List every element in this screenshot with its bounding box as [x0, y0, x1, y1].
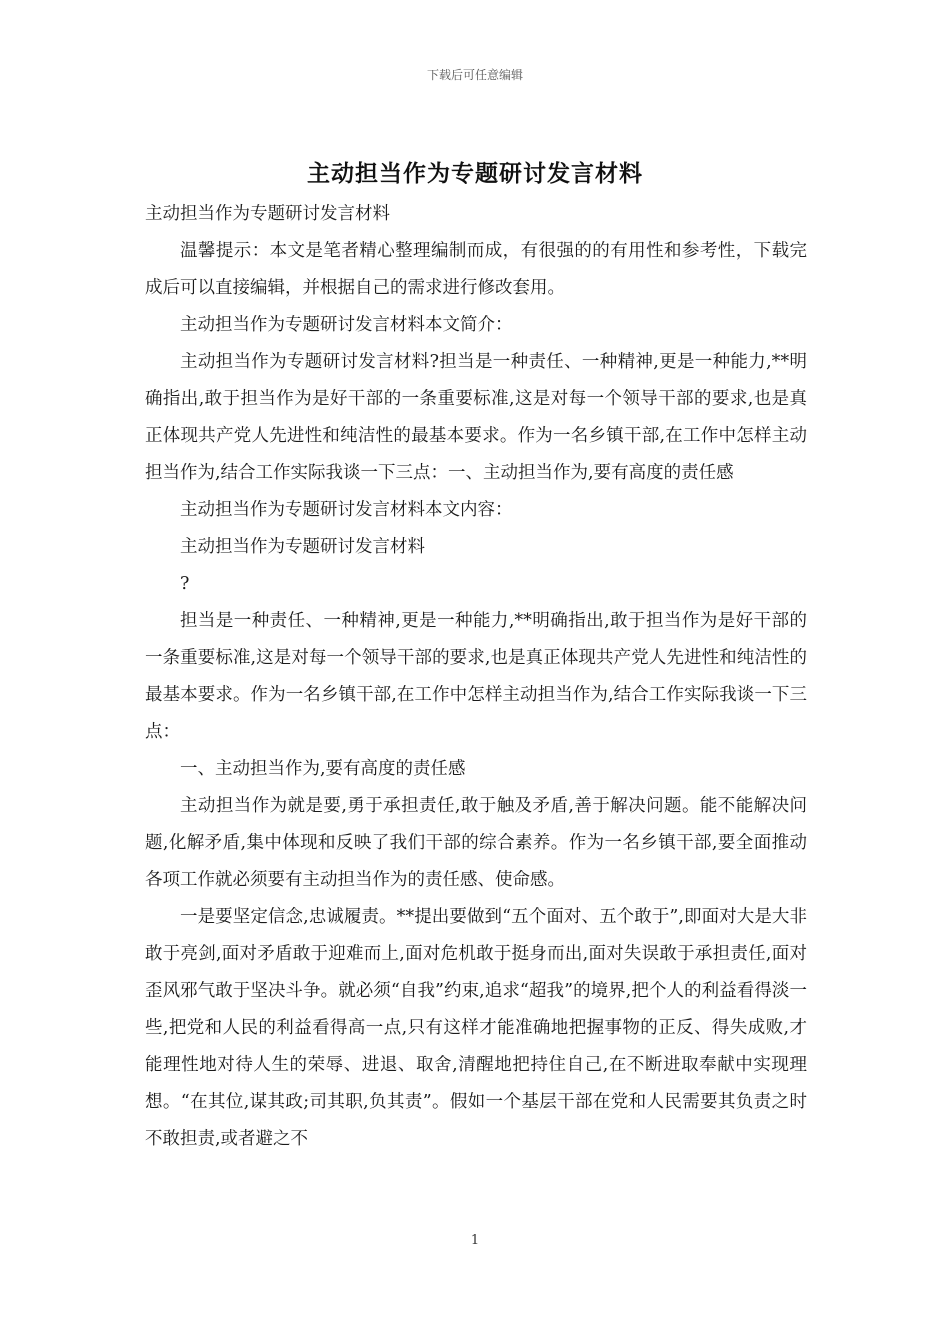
content-title: 主动担当作为专题研讨发言材料: [180, 537, 425, 557]
document-title: 主动担当作为专题研讨发言材料: [307, 161, 643, 187]
body-paragraph: 担当是一种责任、一种精神,更是一种能力,**明确指出,敢于担当作为是好干部的一条重要标准,这是对每一个领导干部的要求,也是真正体现共产党人先进性和纯洁性的最基本要求。作为一名乡镇干部,在工作中怎样主动担当作为,结合工作实际我谈一下三点：: [145, 611, 807, 742]
tip-paragraph: 温馨提示：本文是笔者精心整理编制而成，有很强的的有用性和参考性，下载完成后可以直接编辑，并根据自己的需求进行修改套用。: [145, 241, 807, 298]
page-number: 1: [470, 1233, 480, 1248]
placeholder-mark: ?: [180, 574, 190, 594]
body-paragraph: 一是要坚定信念,忠诚履责。**提出要做到“五个面对、五个敢于”,即面对大是大非敢于亮剑,面对矛盾敢于迎难而上,面对危机敢于挺身而出,面对失误敢于承担责任,面对歪风邪气敢于坚决斗争。就必须“自我”约束,追求“超我”的境界,把个人的利益看得淡一些,把党和人民的利益看得高一点,只有这样才能准确地把握事物的正反、得失成败,才能理性地对待人生的荣辱、进退、取舍,清醒地把持住自己,在不断进取奉献中实现理想。“在其位,谋其政;司其职,负其责”。假如一个基层干部在党和人民需要其负责之时不敢担责,或者避之不: [145, 907, 807, 1149]
intro-paragraph: 主动担当作为专题研讨发言材料?担当是一种责任、一种精神,更是一种能力,**明确指出,敢于担当作为是好干部的一条重要标准,这是对每一个领导干部的要求,也是真正体现共产党人先进性和纯洁性的最基本要求。作为一名乡镇干部,在工作中怎样主动担当作为,结合工作实际我谈一下三点：一、主动担当作为,要有高度的责任感: [145, 352, 807, 483]
intro-heading: 主动担当作为专题研讨发言材料本文简介：: [180, 315, 513, 335]
content-heading: 主动担当作为专题研讨发言材料本文内容：: [180, 500, 513, 520]
section-heading: 一、主动担当作为,要有高度的责任感: [180, 759, 466, 779]
header-note: 下载后可任意编辑: [426, 68, 523, 82]
document-body: [145, 196, 807, 1158]
body-paragraph: 主动担当作为就是要,勇于承担责任,敢于触及矛盾,善于解决问题。能不能解决问题,化解矛盾,集中体现和反映了我们干部的综合素养。作为一名乡镇干部,要全面推动各项工作就必须要有主动担当作为的责任感、使命感。: [145, 796, 807, 890]
subtitle-paragraph: 主动担当作为专题研讨发言材料: [145, 204, 390, 224]
